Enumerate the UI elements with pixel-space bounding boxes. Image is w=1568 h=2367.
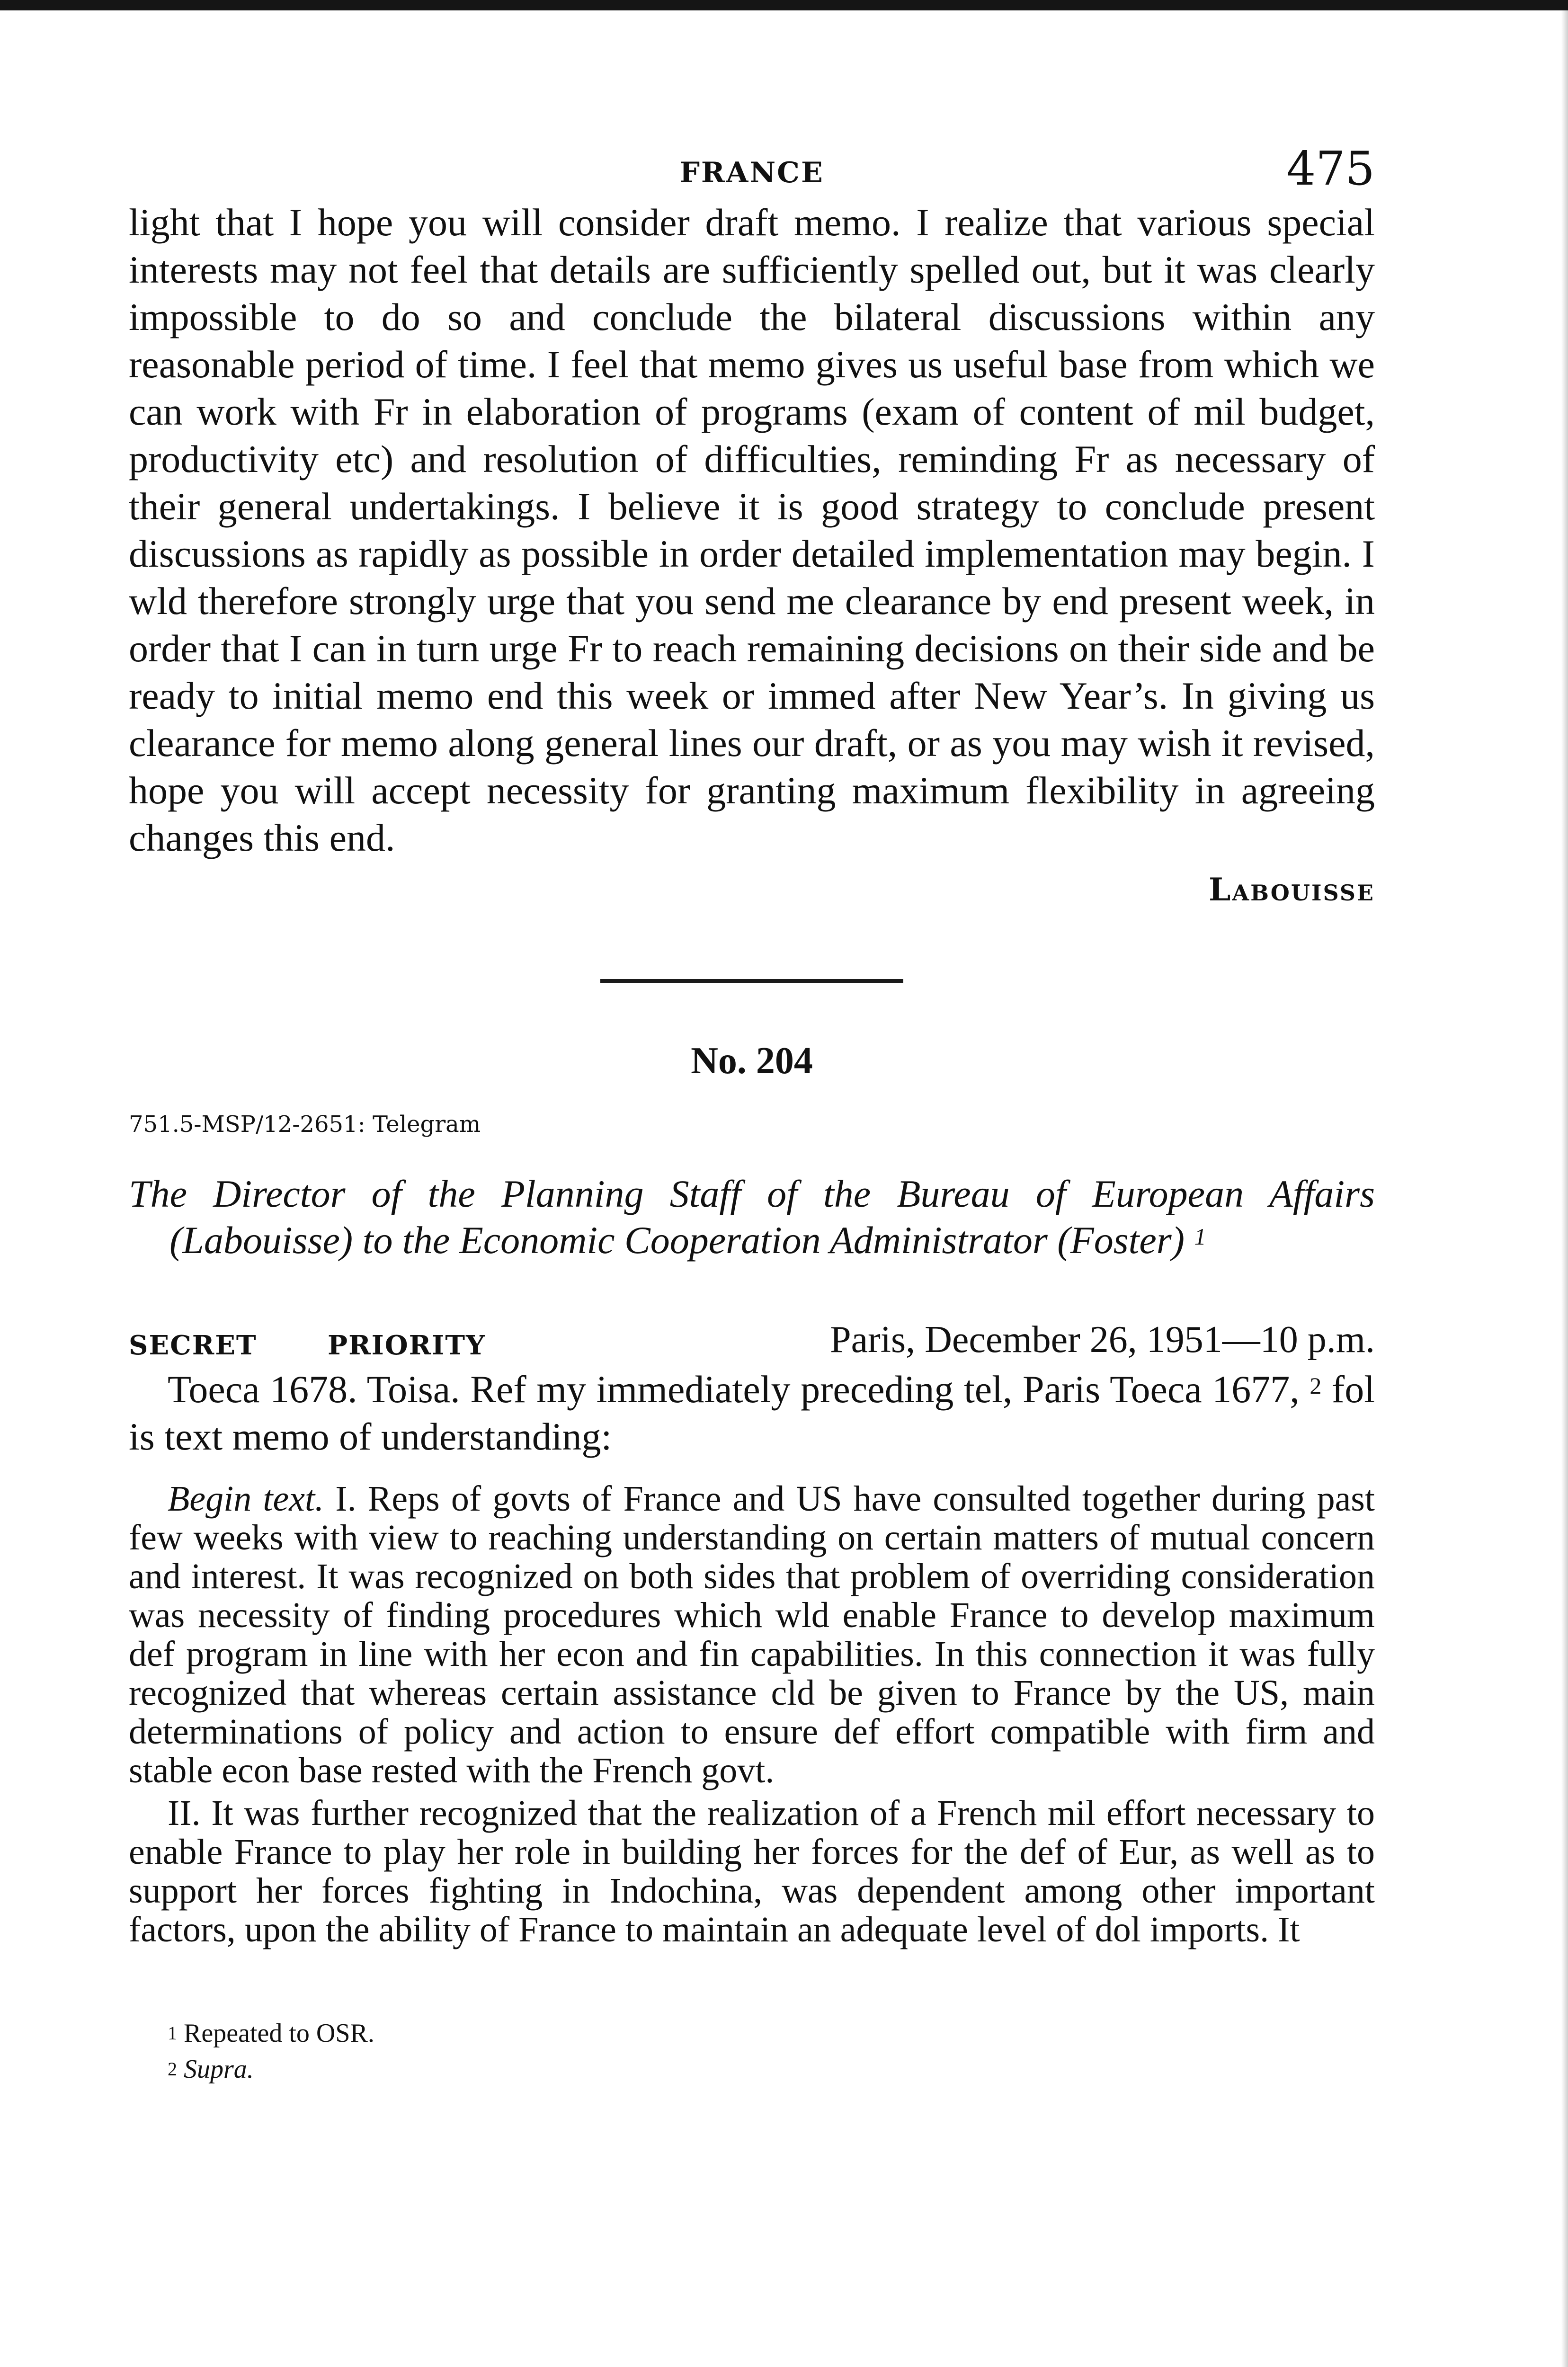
telegram-intro <box>129 1366 1375 1460</box>
place-and-date: Paris, December 26, 1951—10 p.m. <box>830 1319 1375 1361</box>
memo-paragraph-2: II. It was further recognized that the realization of a French mil effort necessary to enable France to play her role in building her forces for the def of Eur, as well as to support her forces fighting in Indochina, was dependent among other important factors, upon the ability of France to maintain an adequate level of dol imports. It <box>129 1793 1375 1949</box>
footnote-1-mark: 1 <box>168 2022 177 2044</box>
classification-label: SECRET <box>129 1330 257 1361</box>
footnote-2-text: Supra. <box>184 2055 254 2084</box>
book-page <box>129 142 1375 2087</box>
section-divider <box>600 979 903 983</box>
footnote-2 <box>168 2051 1375 2087</box>
document-title-text: The Director of the Planning Staff of the Bureau of European Affairs (Labouisse) to the Economic Cooperation Administrator (Foster) <box>129 1172 1375 1262</box>
intro-tail: fol is text memo of understanding: <box>129 1368 1375 1458</box>
memo-paragraph-1 <box>129 1479 1375 1790</box>
memo-paragraph-1-text: I. Reps of govts of France and US have consulted together during past few weeks with view to reaching understanding on certain matters of mutual concern and interest. It was recognized on both sides that problem of overriding consideration was necessity of finding procedures which wld enable France to develop maximum def program in line with her econ and fin capabilities. In this connection it was fully recognized that whereas certain assistance cld be given to France by the US, main determinations of policy and action to ensure def effort compatible with firm and stable econ base rested with the French govt. <box>129 1479 1375 1790</box>
page-number: 475 <box>1286 142 1375 196</box>
footnote-1-text: Repeated to OSR. <box>184 2019 374 2048</box>
running-title: FRANCE <box>679 156 824 189</box>
memo-begin-label: Begin text. <box>168 1479 324 1519</box>
intro-text: Toeca 1678. Toisa. Ref my immediately preceding tel, Paris Toeca 1677, <box>168 1368 1300 1411</box>
precedence-label: PRIORITY <box>328 1330 486 1361</box>
title-footnote-ref[interactable]: 1 <box>1194 1223 1206 1250</box>
signature: Labouisse <box>1208 871 1375 908</box>
page-edge-shadow <box>1561 10 1568 2367</box>
document-number: No. 204 <box>691 1040 813 1082</box>
dateline <box>129 1318 1375 1366</box>
continued-telegram-text: light that I hope you will consider draft memo. I realize that various special interests may not feel that details are sufficiently spelled out, but it was clearly impossible to do so and conclude the bilateral discussions within any reasonable period of time. I feel that memo gives us useful base from which we can work with Fr in elaboration of programs (exam of content of mil budget, productivity etc) and resolution of difficulties, reminding Fr as necessary of their general undertakings. I believe it is good strategy to conclude present discussions as rapidly as possible in order detailed implementation may begin. I wld therefore strongly urge that you send me clearance by end present week, in order that I can in turn urge Fr to reach remaining decisions on their side and be ready to initial memo end this week or immed after New Year’s. In giving us clearance for memo along general lines our draft, or as you may wish it revised, hope you will accept necessity for granting maximum flexibility in agreeing changes this end. <box>129 201 1375 859</box>
file-reference: 751.5-MSP/12-2651: Telegram <box>129 1111 481 1138</box>
top-edge-rule <box>0 0 1568 10</box>
running-head <box>129 142 1375 199</box>
document-title <box>129 1171 1375 1264</box>
footnotes <box>129 2015 1375 2087</box>
footnote-2-mark: 2 <box>168 2058 177 2080</box>
intro-footnote-ref[interactable]: 2 <box>1310 1372 1322 1399</box>
footnote-1 <box>168 2015 1375 2051</box>
